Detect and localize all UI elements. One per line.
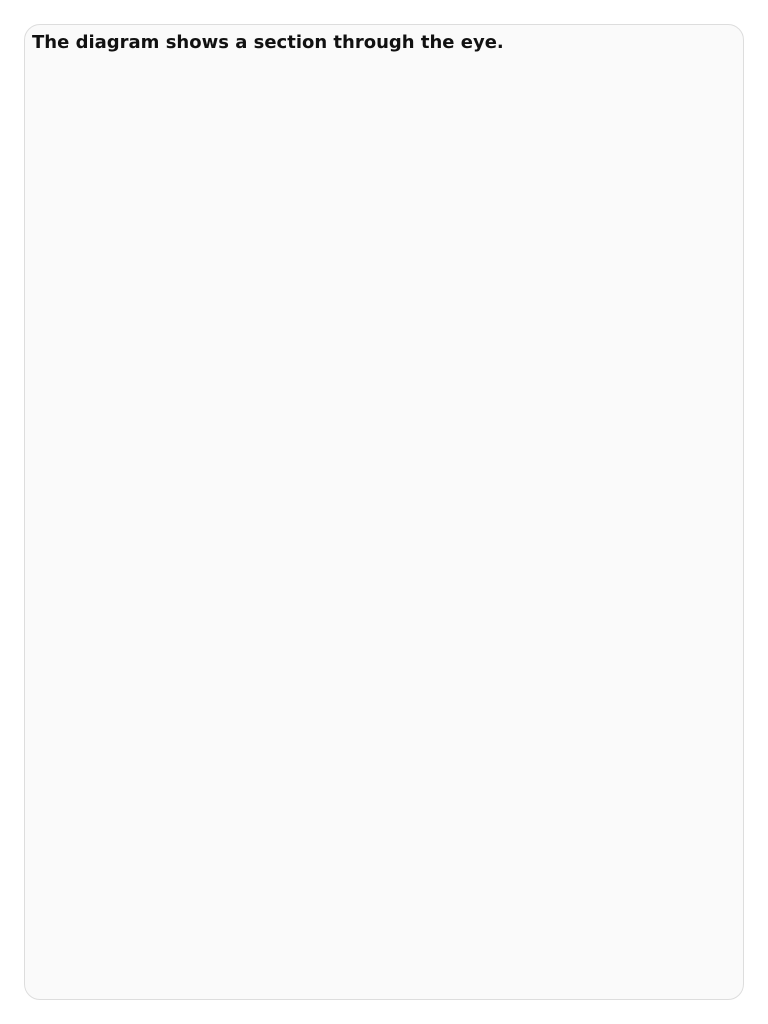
message: The diagram shows a section through the eye. — [32, 32, 504, 53]
root-card — [24, 24, 744, 1000]
